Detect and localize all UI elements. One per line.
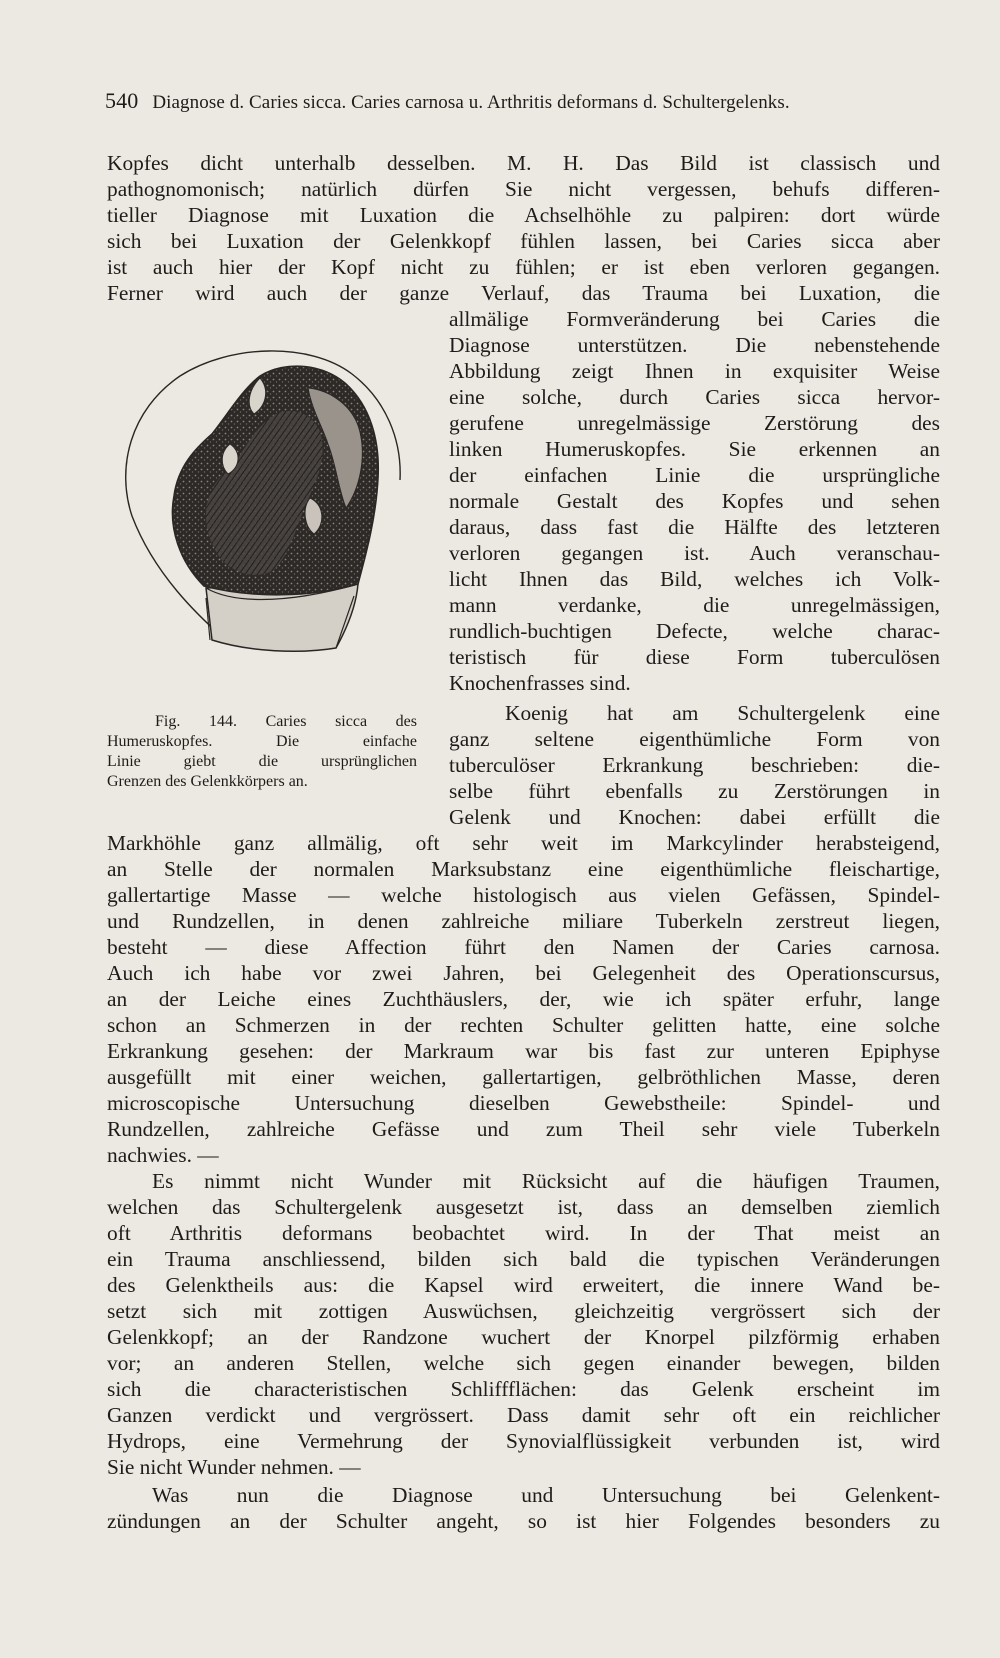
text-line: Kopfes dicht unterhalb desselben. M. H. Das Bild ist classisch und [107, 151, 940, 175]
text-line: mann verdanke, die unregelmässigen, [449, 593, 940, 617]
figure-144-humerus-head [110, 348, 420, 706]
text-line: Auch ich habe vor zwei Jahren, bei Gelegenheit des Operationscursus, [107, 961, 940, 985]
text-line: linken Humeruskopfes. Sie erkennen an [449, 437, 940, 461]
text-line: an der Leiche eines Zuchthäuslers, der, wie ich später erfuhr, lange [107, 987, 940, 1011]
text-line: normale Gestalt des Kopfes und sehen [449, 489, 940, 513]
text-line: teristisch für diese Form tuberculösen [449, 645, 940, 669]
caption-line: Linie giebt die ursprünglichen [107, 753, 417, 770]
text-line: pathognomonisch; natürlich dürfen Sie nicht vergessen, behufs differen- [107, 177, 940, 201]
caption-line: Grenzen des Gelenkkörpers an. [107, 773, 308, 790]
text-line: Ganzen verdickt und vergrössert. Dass damit sehr oft ein reichlicher [107, 1403, 940, 1427]
text-line: verloren gegangen ist. Auch veranschau- [449, 541, 940, 565]
text-line: licht Ihnen das Bild, welches ich Volk- [449, 567, 940, 591]
text-line: an Stelle der normalen Marksubstanz eine eigenthümliche fleischartige, [107, 857, 940, 881]
text-line: ausgefüllt mit einer weichen, gallertartigen, gelbröthlichen Masse, deren [107, 1065, 940, 1089]
text-line: tuberculöser Erkrankung beschrieben: die- [449, 753, 940, 777]
text-line: ist auch hier der Kopf nicht zu fühlen; er ist eben verloren gegangen. [107, 255, 940, 279]
text-line: ganz seltene eigenthümliche Form von [449, 727, 940, 751]
text-line: und Rundzellen, in denen zahlreiche miliare Tuberkeln zerstreut liegen, [107, 909, 940, 933]
text-line: microscopische Untersuchung dieselben Gewebstheile: Spindel- und [107, 1091, 940, 1115]
text-line: tieller Diagnose mit Luxation die Achselhöhle zu palpiren: dort würde [107, 203, 940, 227]
text-line: Koenig hat am Schultergelenk eine [505, 701, 940, 725]
text-line: nachwies. — [107, 1143, 219, 1167]
text-line: selbe führt ebenfalls zu Zerstörungen in [449, 779, 940, 803]
caption-line: Humeruskopfes. Die einfache [107, 733, 417, 750]
page-number: 540 [105, 88, 139, 113]
text-line: allmälige Formveränderung bei Caries die [449, 307, 940, 331]
text-line: Es nimmt nicht Wunder mit Rücksicht auf die häufigen Traumen, [152, 1169, 940, 1193]
text-line: Gelenkkopf; an der Randzone wuchert der Knorpel pilzförmig erhaben [107, 1325, 940, 1349]
figure-caption [107, 712, 417, 792]
text-line: gerufene unregelmässige Zerstörung des [449, 411, 940, 435]
running-header [105, 88, 943, 128]
text-line: Abbildung zeigt Ihnen in exquisiter Weise [449, 359, 940, 383]
running-title: Diagnose d. Caries sicca. Caries carnosa u. Arthritis deformans d. Schultergelenks. [152, 92, 790, 113]
text-line: gallertartige Masse — welche histologisch aus vielen Gefässen, Spindel- [107, 883, 940, 907]
text-line: Hydrops, eine Vermehrung der Synovialflüssigkeit verbunden ist, wird [107, 1429, 940, 1453]
text-line: sich die characteristischen Schliffflächen: das Gelenk erscheint im [107, 1377, 940, 1401]
text-line: Knochenfrasses sind. [449, 671, 631, 695]
text-line: welchen das Schultergelenk ausgesetzt ist, dass an demselben ziemlich [107, 1195, 940, 1219]
text-line: schon an Schmerzen in der rechten Schulter gelitten hatte, eine solche [107, 1013, 940, 1037]
text-line: der einfachen Linie die ursprüngliche [449, 463, 940, 487]
text-line: rundlich-buchtigen Defecte, welche charac- [449, 619, 940, 643]
text-line: setzt sich mit zottigen Auswüchsen, gleichzeitig vergrössert sich der [107, 1299, 940, 1323]
text-line: besteht — diese Affection führt den Namen der Caries carnosa. [107, 935, 940, 959]
text-line: Erkrankung gesehen: der Markraum war bis fast zur unteren Epiphyse [107, 1039, 940, 1063]
text-line: des Gelenktheils aus: die Kapsel wird erweitert, die innere Wand be- [107, 1273, 940, 1297]
text-line: vor; an anderen Stellen, welche sich gegen einander bewegen, bilden [107, 1351, 940, 1375]
text-line: Was nun die Diagnose und Untersuchung bei Gelenkent- [152, 1483, 940, 1507]
text-line: daraus, dass fast die Hälfte des letzteren [449, 515, 940, 539]
text-line: oft Arthritis deformans beobachtet wird. In der That meist an [107, 1221, 940, 1245]
text-line: Markhöhle ganz allmälig, oft sehr weit im Markcylinder herabsteigend, [107, 831, 940, 855]
text-line: Ferner wird auch der ganze Verlauf, das Trauma bei Luxation, die [107, 281, 940, 305]
text-line: ein Trauma anschliessend, bilden sich bald die typischen Veränderungen [107, 1247, 940, 1271]
text-line: Rundzellen, zahlreiche Gefässe und zum Theil sehr viele Tuberkeln [107, 1117, 940, 1141]
caption-line: Fig. 144. Caries sicca des [155, 713, 417, 730]
text-line: Gelenk und Knochen: dabei erfüllt die [449, 805, 940, 829]
text-line: Diagnose unterstützen. Die nebenstehende [449, 333, 940, 357]
text-line: sich bei Luxation der Gelenkkopf fühlen lassen, bei Caries sicca aber [107, 229, 940, 253]
text-line: eine solche, durch Caries sicca hervor- [449, 385, 940, 409]
humerus-illustration [110, 348, 420, 706]
text-line: Sie nicht Wunder nehmen. — [107, 1455, 361, 1479]
text-line: zündungen an der Schulter angeht, so ist hier Folgendes besonders zu [107, 1509, 940, 1533]
